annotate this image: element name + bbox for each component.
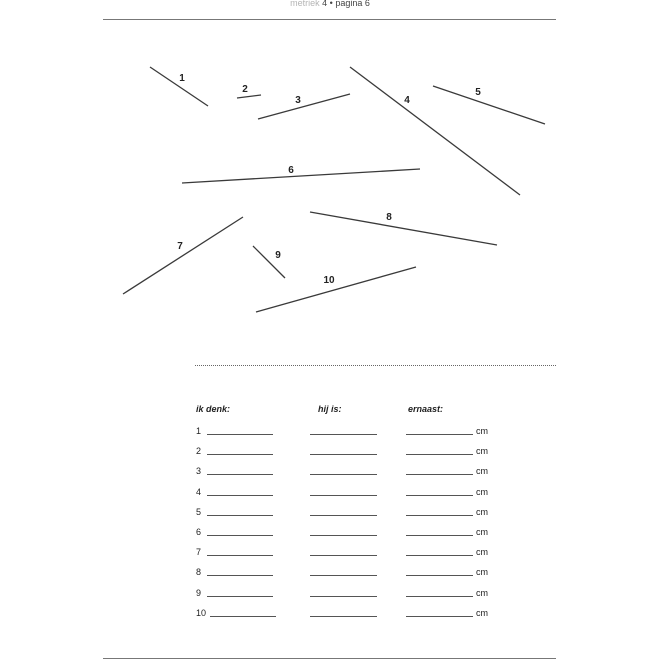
measured-blank-10[interactable] (310, 616, 377, 617)
difference-blank-7[interactable] (406, 555, 473, 556)
measured-blank-2[interactable] (310, 454, 377, 455)
line-segment-7 (123, 217, 243, 294)
line-segment-2 (237, 95, 261, 98)
row-number: 4 (196, 486, 202, 497)
page-indicator: 4 • pagina 6 (322, 0, 370, 8)
line-segment-5 (433, 86, 545, 124)
line-segment-8 (310, 212, 497, 245)
measured-blank-8[interactable] (310, 575, 377, 576)
difference-blank-2[interactable] (406, 454, 473, 455)
difference-blank-1[interactable] (406, 434, 473, 435)
segment-label-6: 6 (288, 165, 294, 176)
measured-blank-6[interactable] (310, 535, 377, 536)
segment-label-4: 4 (404, 95, 410, 106)
unit-label: cm (476, 486, 488, 497)
row-number: 5 (196, 506, 202, 517)
guess-blank-4[interactable] (207, 495, 273, 496)
series-name: metriek (290, 0, 320, 8)
unit-label: cm (476, 547, 488, 558)
segment-label-9: 9 (275, 250, 281, 261)
row-number: 10 (196, 607, 207, 618)
segment-label-10: 10 (323, 275, 335, 286)
guess-blank-3[interactable] (207, 474, 273, 475)
row-number: 6 (196, 527, 202, 537)
segment-label-3: 3 (295, 95, 301, 106)
measured-blank-9[interactable] (310, 596, 377, 597)
unit-label: cm (476, 567, 488, 578)
row-number: 2 (196, 446, 202, 457)
segment-label-8: 8 (386, 212, 392, 223)
hij-is-header: hij is: (318, 404, 342, 414)
row-number: 3 (196, 466, 202, 477)
guess-blank-9[interactable] (207, 596, 273, 597)
measured-blank-1[interactable] (310, 434, 377, 435)
guess-blank-7[interactable] (207, 555, 273, 556)
unit-label: cm (476, 607, 488, 618)
unit-label: cm (476, 587, 488, 598)
row-number: 8 (196, 567, 202, 578)
line-segment-6 (182, 169, 420, 183)
difference-blank-9[interactable] (406, 596, 473, 597)
guess-blank-1[interactable] (207, 434, 273, 435)
measured-blank-7[interactable] (310, 555, 377, 556)
measured-blank-3[interactable] (310, 474, 377, 475)
guess-blank-6[interactable] (207, 535, 273, 536)
ik-denk-header: ik denk: (196, 404, 231, 414)
guess-blank-8[interactable] (207, 575, 273, 576)
measured-blank-4[interactable] (310, 495, 377, 496)
segment-label-1: 1 (179, 73, 185, 84)
difference-blank-3[interactable] (406, 474, 473, 475)
measured-blank-5[interactable] (310, 515, 377, 516)
unit-label: cm (476, 466, 488, 477)
segment-label-5: 5 (475, 87, 481, 98)
dotted-separator (195, 365, 556, 366)
guess-blank-10[interactable] (210, 616, 276, 617)
guess-blank-5[interactable] (207, 515, 273, 516)
row-number: 9 (196, 587, 202, 598)
bottom-rule (103, 658, 556, 659)
difference-blank-8[interactable] (406, 575, 473, 576)
difference-blank-10[interactable] (406, 616, 473, 617)
guess-blank-2[interactable] (207, 454, 273, 455)
segment-label-2: 2 (242, 84, 248, 95)
difference-blank-5[interactable] (406, 515, 473, 516)
unit-label: cm (476, 446, 488, 457)
row-number: 7 (196, 547, 202, 558)
difference-blank-6[interactable] (406, 535, 473, 536)
unit-label: cm (476, 426, 488, 436)
difference-blank-4[interactable] (406, 495, 473, 496)
unit-label: cm (476, 527, 488, 537)
segment-label-7: 7 (177, 241, 183, 252)
ernaast-header: ernaast: (408, 404, 444, 414)
unit-label: cm (476, 506, 488, 517)
row-number: 1 (196, 426, 202, 436)
line-segment-3 (258, 94, 350, 119)
